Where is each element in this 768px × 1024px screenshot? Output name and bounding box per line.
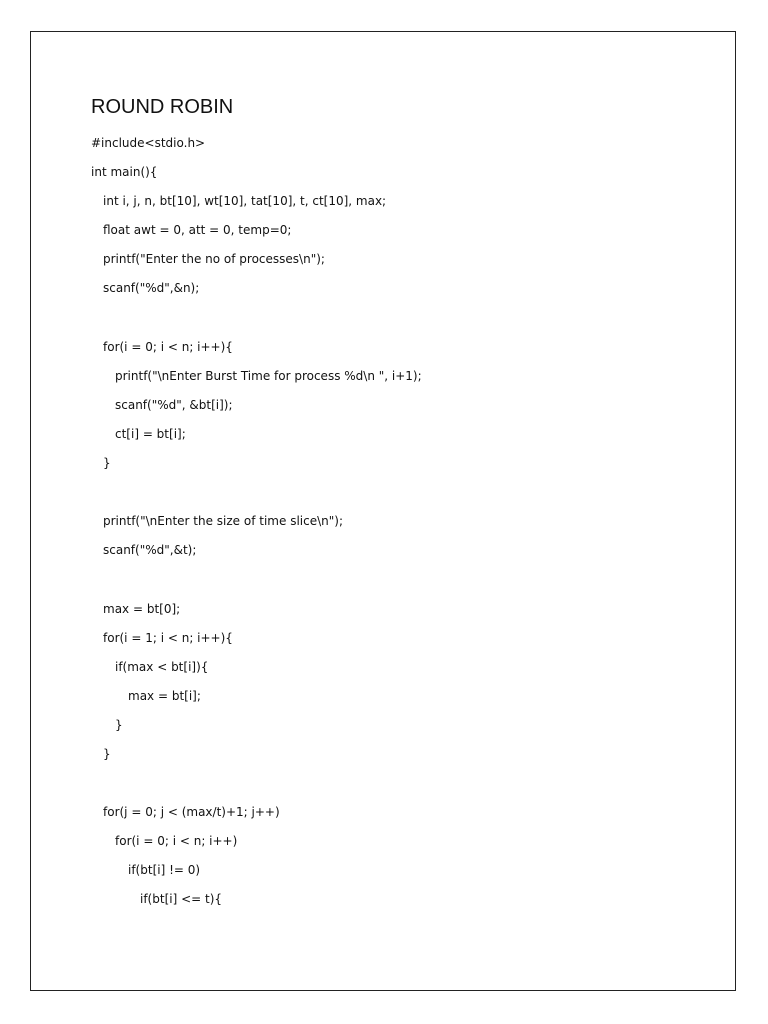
code-line: int main(){ — [91, 165, 158, 179]
code-line: printf("Enter the no of processes\n"); — [103, 252, 325, 266]
document-title: ROUND ROBIN — [91, 96, 234, 118]
code-line: scanf("%d", &bt[i]); — [115, 398, 233, 412]
code-line: for(i = 1; i < n; i++){ — [103, 631, 233, 645]
code-line: for(i = 0; i < n; i++) — [115, 834, 238, 848]
code-line: max = bt[0]; — [103, 602, 181, 616]
code-line: printf("\nEnter the size of time slice\n"); — [103, 514, 343, 528]
code-line: printf("\nEnter Burst Time for process %d\n ", i+1); — [115, 369, 422, 383]
code-line: int i, j, n, bt[10], wt[10], tat[10], t, ct[10], max; — [103, 194, 387, 208]
code-line: if(bt[i] != 0) — [128, 863, 201, 877]
code-line: scanf("%d",&n); — [103, 281, 200, 295]
code-line: scanf("%d",&t); — [103, 543, 197, 557]
code-line: } — [103, 747, 111, 761]
code-line: ct[i] = bt[i]; — [115, 427, 186, 441]
code-line: float awt = 0, att = 0, temp=0; — [103, 223, 292, 237]
code-line: for(i = 0; i < n; i++){ — [103, 340, 233, 354]
code-line: } — [115, 718, 123, 732]
code-line: if(bt[i] <= t){ — [140, 892, 223, 906]
code-line: if(max < bt[i]){ — [115, 660, 209, 674]
code-line: #include<stdio.h> — [91, 136, 206, 150]
code-line: } — [103, 456, 111, 470]
code-line: for(j = 0; j < (max/t)+1; j++) — [103, 805, 280, 819]
document-page — [30, 31, 736, 991]
code-line: max = bt[i]; — [128, 689, 201, 703]
